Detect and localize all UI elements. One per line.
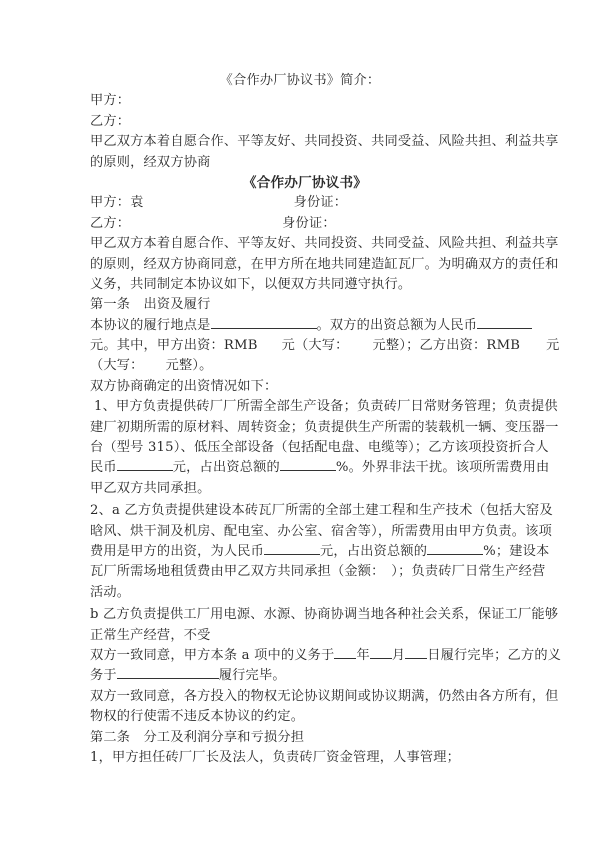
text: %。外界非法干扰。该项所需费用由 [335,460,550,476]
party-a-id-label: 身份证： [293,195,348,211]
text: 履行完毕。 [218,668,286,684]
text: 日履行完毕；乙方的义 [427,647,562,663]
clause-1-line: 建厂初期所需的原材料、周转资金；负责提供生产所需的装载机一辆、变压器一 [90,419,559,435]
clause-2a-line: 2、a 乙方负责提供建设本砖瓦厂所需的全部土建工程和生产技术（包括大窑及 [90,503,553,519]
text: 。双方的出资总额为人民币 [316,317,478,333]
clause-1-line [90,458,550,478]
party-b-row [90,214,520,234]
main-title: 《合作办厂协议书》 [242,174,368,191]
clause-2b-line: 正常生产经营，不受 [90,627,211,643]
document-page [90,71,562,768]
preamble-line: 义务，共同制定本协议如下，以便双方共同遵守执行。 [90,276,412,292]
text: 务于 [90,668,117,684]
party-a-row [90,193,520,213]
preamble-line: 甲乙双方本着自愿合作、平等友好、共同投资、共同受益、风险共担、利益共享 [90,236,559,252]
text: 本协议的履行地点是 [90,317,211,333]
agreement-2-line: 双方一致同意，各方投入的物权无论协议期间或协议期满，仍然由各方所有，但 [90,688,559,704]
agreement-1-line [90,666,520,686]
text: 元，占出资总额的 [320,543,428,559]
preamble-line: 的原则，经双方协商同意，在甲方所在地共同建造缸瓦厂。为明确双方的责任和 [90,256,559,272]
party-a-label: 甲方：袁 [90,195,144,211]
deadline-blank [117,666,219,679]
clause-2a-line: 瓦厂所需场地租赁费由甲乙双方共同承担（金额： ）；负责砖厂日常生产经营 [90,564,546,580]
party-b-id-label: 身份证： [282,215,336,231]
article-2-clause-1: 1，甲方担任砖厂厂长及法人，负责砖厂资金管理，人事管理； [90,749,461,765]
intro-body-line: 甲乙双方本着自愿合作、平等友好、共同投资、共同受益、风险共担、利益共享 [90,134,559,150]
clause-2a-line [90,542,550,562]
intro-party-b: 乙方： [90,113,131,129]
percent-blank [427,542,483,555]
text: 元（大写： [281,338,349,354]
text: 月 [391,647,406,663]
total-amount-blank [477,316,532,329]
month-blank [370,646,392,659]
text: 元。其中，甲方出资：RMB [90,338,258,354]
intro-party-a: 甲方： [90,93,131,109]
text: 费用是甲方的出资，为人民币 [90,543,265,559]
text: %；建设本 [483,543,550,559]
amount-blank [264,542,320,555]
article-2-heading: 第二条 分工及利润分享和亏损分担 [90,729,305,745]
percent-blank [280,458,336,471]
clause-2a-line: 晗风、烘干洞及机房、配电室、办公室、宿舍等），所需费用由甲方负责。该项 [90,523,552,539]
party-b-label: 乙方： [90,215,131,231]
clause-1-line: 甲乙双方共同承担。 [90,480,211,496]
clause-1-line: 台（型号 315）、低压全部设备（包括配电盘、电缆等）；乙方该项投资折合人 [90,440,549,456]
clause-2a-line: 活动。 [90,584,131,600]
intro-body-line: 的原则，经双方协商 [90,154,211,170]
agreement-1-line [90,646,562,666]
text: 元，占出资总额的 [172,460,280,476]
text: 民币 [90,460,117,476]
article-1-contrib-intro: 双方协商确定的出资情况如下： [90,378,278,394]
clause-2b-line: b 乙方负责提供工厂用电源、水源、协商协调当地各种社会关系，保证工厂能够 [90,607,559,623]
text: （大写： [90,358,144,374]
intro-title: 《合作办厂协议书》简介： [219,73,381,88]
article-1-location-line [90,316,520,336]
article-1-heading: 第一条 出资及履行 [90,297,211,313]
year-blank [334,646,356,659]
text: 元整）。 [165,358,213,374]
text: 元 [546,338,560,354]
article-1-amount-line [90,336,560,356]
agreement-2-line: 物权的行使需不违反本协议的约定。 [90,709,305,725]
text: 双方一致同意，甲方本条 a 项中的义务于 [90,647,335,663]
location-blank [211,316,317,329]
clause-1-line: 1、甲方负责提供砖厂厂所需全部生产设备；负责砖厂日常财务管理；负责提供 [94,399,558,415]
text: 年 [356,647,370,663]
text: 元整）；乙方出资：RMB [372,338,521,354]
amount-blank [117,458,173,471]
article-1-amount-line-2 [90,356,520,376]
day-blank [405,646,427,659]
